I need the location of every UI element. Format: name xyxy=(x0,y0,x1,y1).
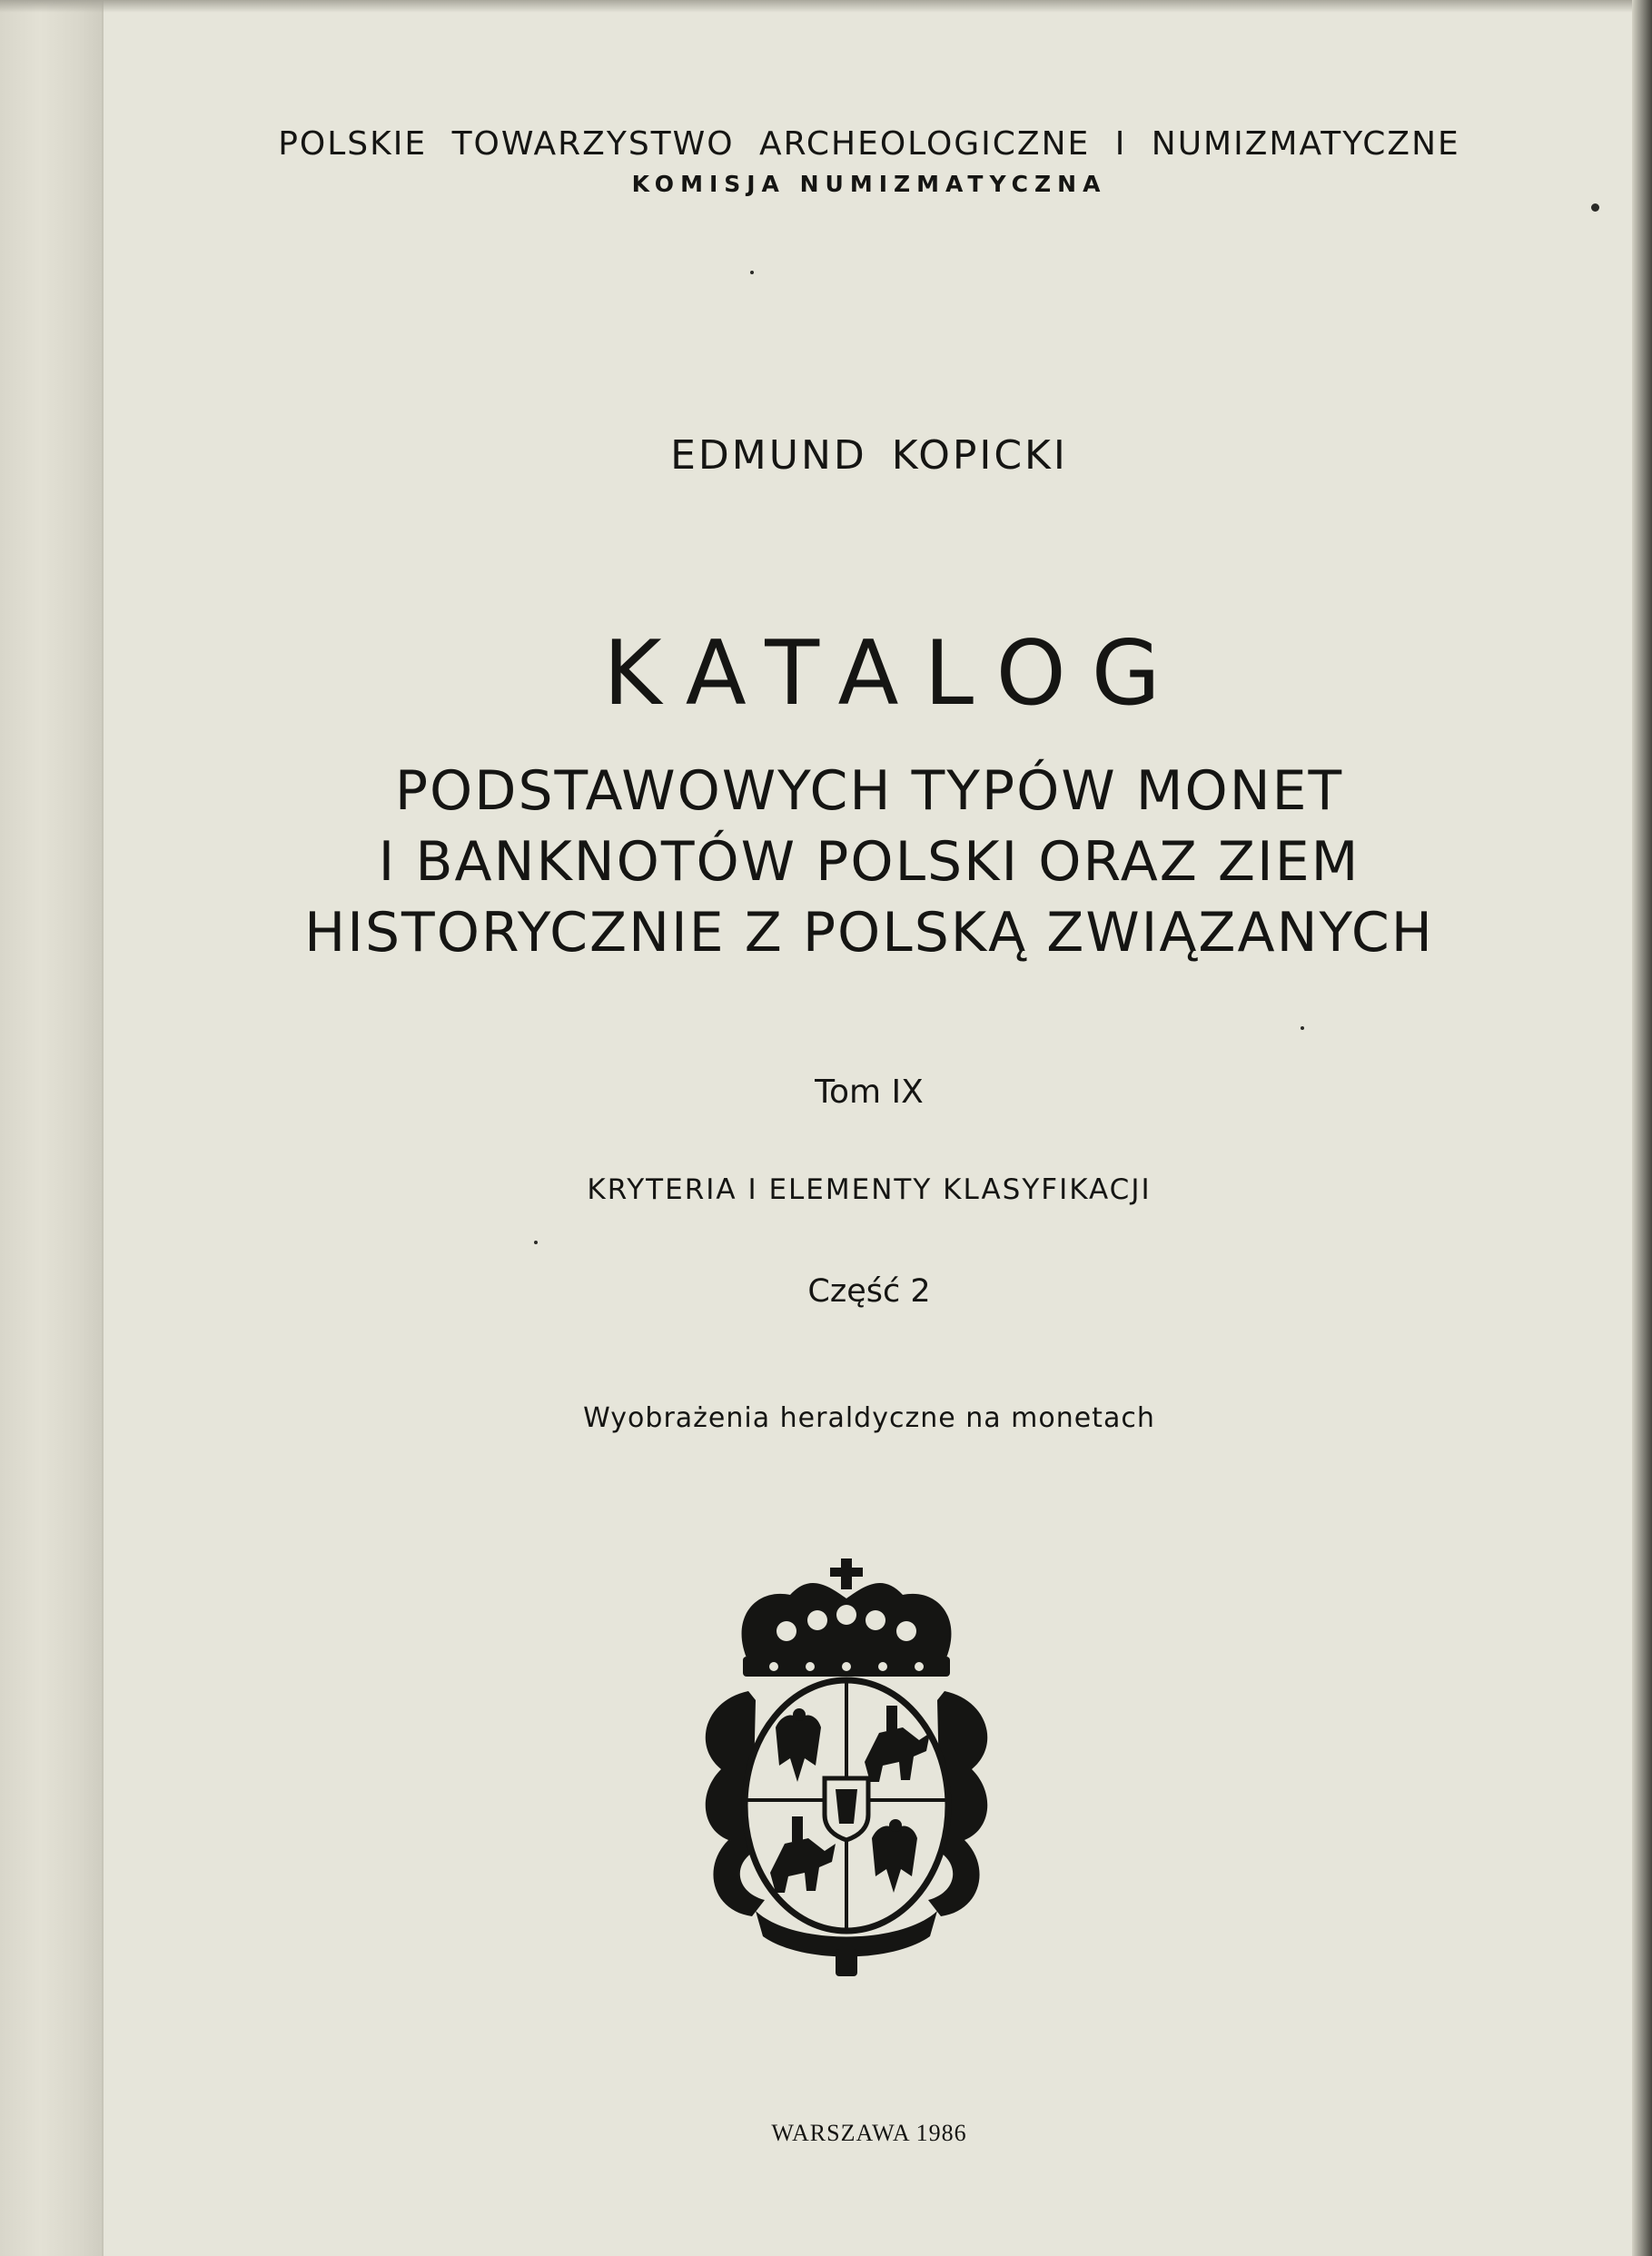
page-edge xyxy=(0,0,104,2256)
paper-speck xyxy=(1301,1026,1304,1030)
part-topic: Wyobrażenia heraldyczne na monetach xyxy=(583,1402,1155,1434)
subtitle-block xyxy=(102,756,1637,968)
top-shadow xyxy=(0,0,1652,13)
part-number: Część 2 xyxy=(807,1273,931,1310)
right-shadow xyxy=(1632,0,1652,2256)
publisher-commission: KOMISJA NUMIZMATYCZNA xyxy=(631,171,1107,197)
volume-topic: KRYTERIA I ELEMENTY KLASYFIKACJI xyxy=(587,1173,1152,1206)
paper-speck xyxy=(1591,203,1599,212)
crowned-coat-of-arms-icon xyxy=(692,1555,1001,1982)
subtitle-line: HISTORYCZNIE Z POLSKĄ ZWIĄZANYCH xyxy=(304,901,1434,965)
imprint-place-year: WARSZAWA 1986 xyxy=(771,2120,967,2146)
subtitle-line: PODSTAWOWYCH TYPÓW MONET xyxy=(394,759,1344,823)
main-title: KATALOG xyxy=(603,622,1186,726)
paper-speck xyxy=(534,1241,538,1244)
publisher-society: POLSKIE TOWARZYSTWO ARCHEOLOGICZNE I NUMIZMATYCZNE xyxy=(278,125,1460,163)
subtitle-line: I BANKNOTÓW POLSKI ORAZ ZIEM xyxy=(378,830,1360,894)
inescutcheon-icon xyxy=(825,1778,868,1840)
author-name: EDMUND KOPICKI xyxy=(670,432,1068,479)
volume-number: Tom IX xyxy=(815,1074,924,1111)
paper-speck xyxy=(750,271,754,274)
